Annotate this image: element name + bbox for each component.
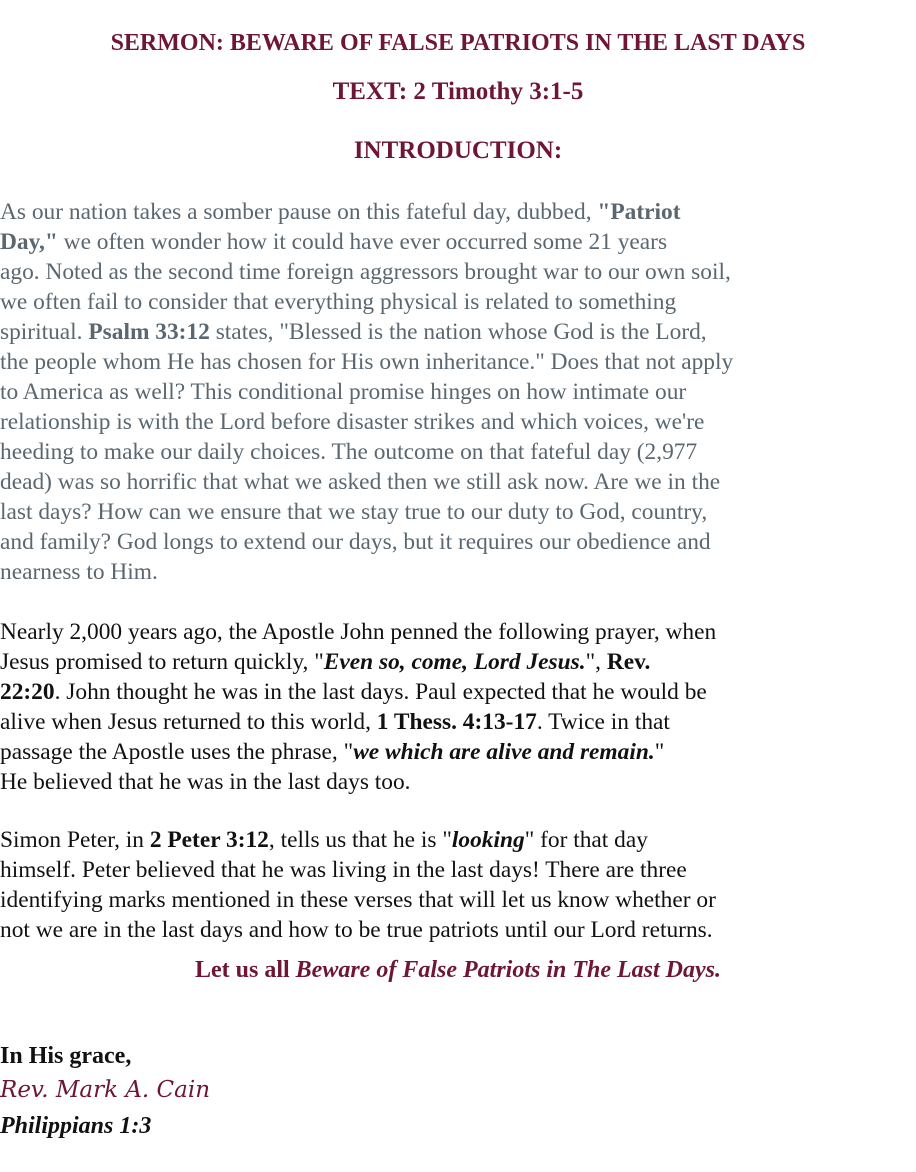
introduction-heading: INTRODUCTION: xyxy=(353,137,563,164)
paragraph-line xyxy=(0,317,912,347)
text-run: we often wonder how it could have ever occurred some 21 years xyxy=(57,229,668,255)
paragraph-line: heeding to make our daily choices. The outcome on that fateful day (2,977 xyxy=(0,439,698,465)
scripture-reference: Rev. xyxy=(606,649,651,675)
paragraph-line xyxy=(0,737,912,767)
patriot-day-emphasis: Day," xyxy=(0,229,58,255)
text-run: passage the Apostle uses the phrase, " xyxy=(0,739,354,765)
paragraph-line xyxy=(0,707,912,737)
simon-peter-paragraph xyxy=(0,825,912,945)
signoff-greeting: In His grace, xyxy=(0,1043,132,1069)
patriot-day-emphasis: "Patriot xyxy=(597,199,681,225)
apostle-john-paragraph xyxy=(0,617,912,797)
signature-scripture-reference: Philippians 1:3 xyxy=(0,1113,152,1139)
text-run: As our nation takes a somber pause on this fateful day, dubbed, xyxy=(0,199,598,225)
author-signature: Rev. Mark A. Cain xyxy=(0,1077,211,1103)
text-run: ", xyxy=(585,649,607,675)
paragraph-line: He believed that he was in the last days too. xyxy=(0,769,411,795)
paragraph-line: and family? God longs to extend our days, but it requires our obedience and xyxy=(0,529,711,555)
text-run: " xyxy=(654,739,665,765)
introduction-paragraph xyxy=(0,197,912,587)
scripture-reference: 2 Peter 3:12 xyxy=(149,827,269,853)
sermon-title: SERMON: BEWARE OF FALSE PATRIOTS IN THE LAST DAYS xyxy=(110,30,806,56)
scripture-reference: 22:20 xyxy=(0,679,55,705)
paragraph-line xyxy=(0,647,912,677)
paragraph-line: identifying marks mentioned in these verses that will let us know whether or xyxy=(0,887,716,913)
closing-call-to-action xyxy=(0,957,916,984)
paragraph-line: to America as well? This conditional promise hinges on how intimate our xyxy=(0,379,687,405)
text-run: . John thought he was in the last days. Paul expected that he would be xyxy=(54,679,707,705)
text-run: . Twice in that xyxy=(536,709,670,735)
scripture-reference: 1 Thess. 4:13-17 xyxy=(376,709,537,735)
paragraph-line xyxy=(0,227,912,257)
paragraph-line: last days? How can we ensure that we stay true to our duty to God, country, xyxy=(0,499,708,525)
paragraph-line xyxy=(0,677,912,707)
paragraph-line: not we are in the last days and how to be true patriots until our Lord returns. xyxy=(0,917,713,943)
paragraph-line: dead) was so horrific that what we asked then we still ask now. Are we in the xyxy=(0,469,721,495)
paragraph-line xyxy=(0,825,912,855)
text-run: , tells us that he is " xyxy=(268,827,452,853)
scripture-reference: Psalm 33:12 xyxy=(88,319,210,345)
looking-emphasis: looking xyxy=(451,827,525,853)
text-run: alive when Jesus returned to this world, xyxy=(0,709,377,735)
paragraph-line: Nearly 2,000 years ago, the Apostle John penned the following prayer, when xyxy=(0,619,717,645)
text-run: " for that day xyxy=(524,827,648,853)
text-run: states, "Blessed is the nation whose God is the Lord, xyxy=(209,319,707,345)
text-run: Let us all xyxy=(194,957,296,983)
text-run: Simon Peter, in xyxy=(0,827,150,853)
paragraph-line: himself. Peter believed that he was living in the last days! There are three xyxy=(0,857,687,883)
paragraph-line: relationship is with the Lord before disaster strikes and which voices, we're xyxy=(0,409,705,435)
sermon-title-italic: Beware of False Patriots in The Last Days. xyxy=(295,957,722,983)
text-run: spiritual. xyxy=(0,319,89,345)
paragraph-line: we often fail to consider that everything physical is related to something xyxy=(0,289,677,315)
paragraph-line: ago. Noted as the second time foreign aggressors brought war to our own soil, xyxy=(0,259,731,285)
paragraph-line: the people whom He has chosen for His own inheritance." Does that not apply xyxy=(0,349,734,375)
scripture-quote: we which are alive and remain. xyxy=(353,739,655,765)
scripture-text-reference: TEXT: 2 Timothy 3:1-5 xyxy=(332,78,584,105)
paragraph-line: nearness to Him. xyxy=(0,559,158,585)
text-run: Jesus promised to return quickly, " xyxy=(0,649,324,675)
scripture-quote: Even so, come, Lord Jesus. xyxy=(323,649,586,675)
paragraph-line xyxy=(0,197,912,227)
